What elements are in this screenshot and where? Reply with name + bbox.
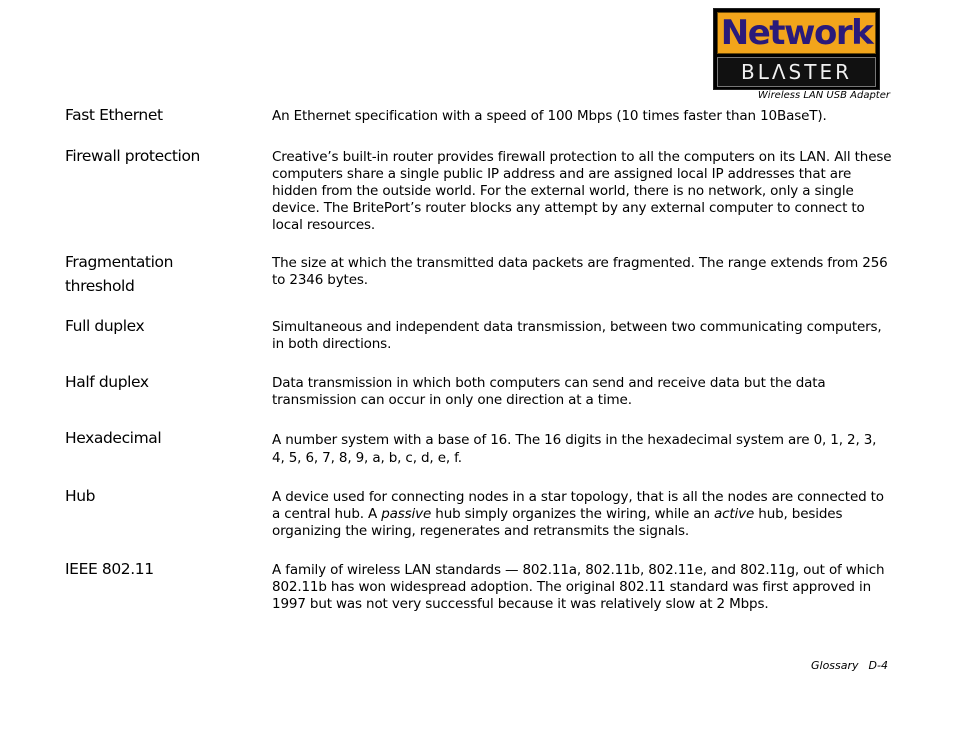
glossary-term: Fragmentation threshold xyxy=(65,253,174,295)
definition-text: A device used for connecting nodes in a star topology, that is all the nodes are connected to a central hub. A xyxy=(272,489,884,522)
glossary-definition xyxy=(272,489,892,540)
definition-emphasis: active xyxy=(714,506,755,522)
glossary-definition: Data transmission in which both computers can send and receive data but the data transmission can occur in only one direction at a time. xyxy=(272,375,826,408)
logo-caption: Wireless LAN USB Adapter xyxy=(757,90,890,101)
glossary-term: Full duplex xyxy=(65,317,145,335)
definition-text: hub simply organizes the wiring, while an xyxy=(431,506,715,522)
glossary-definition: An Ethernet specification with a speed of 100 Mbps (10 times faster than 10BaseT). xyxy=(272,108,827,124)
network-blaster-logo xyxy=(713,8,880,90)
definition-text: hub, besides organizing the wiring, regenerates and retransmits the signals. xyxy=(272,506,843,539)
logo-bottom-panel xyxy=(717,57,876,87)
logo-subword: BLΛSTER xyxy=(741,60,852,84)
glossary-term: Hub xyxy=(65,487,96,505)
glossary-term: Half duplex xyxy=(65,373,149,391)
glossary-definition: Simultaneous and independent data transmission, between two communicating computers, in both directions. xyxy=(272,319,882,352)
glossary-definition: The size at which the transmitted data packets are fragmented. The range extends from 256 to 2346 bytes. xyxy=(272,255,888,288)
footer-page-number: D-4 xyxy=(868,659,888,672)
glossary-definition: Creative’s built-in router provides firewall protection to all the computers on its LAN. All these computers share a single public IP address and are assigned local IP addresses that are hidden from the outside world. For the external world, there is no network, only a single device. The BritePort’s router blocks any attempt by any external computer to connect to local resources. xyxy=(272,149,892,233)
definition-emphasis: passive xyxy=(381,506,432,522)
glossary-term: Firewall protection xyxy=(65,147,200,165)
logo-word: Network xyxy=(720,13,873,53)
footer-section: Glossary xyxy=(811,659,859,672)
glossary-term: Hexadecimal xyxy=(65,429,162,447)
glossary-term: IEEE 802.11 xyxy=(65,560,154,578)
glossary-definition: A family of wireless LAN standards — 802.11a, 802.11b, 802.11e, and 802.11g, out of which 802.11b has won widespread adoption. The original 802.11 standard was first approved in 1997 but was not very successful because it was relatively slow at 2 Mbps. xyxy=(272,562,885,612)
page-footer xyxy=(700,659,888,672)
logo-top-panel xyxy=(717,12,876,54)
glossary-definition: A number system with a base of 16. The 16 digits in the hexadecimal system are 0, 1, 2, 3, 4, 5, 6, 7, 8, 9, a, b, c, d, e, f. xyxy=(272,432,877,466)
glossary-term: Fast Ethernet xyxy=(65,106,163,124)
